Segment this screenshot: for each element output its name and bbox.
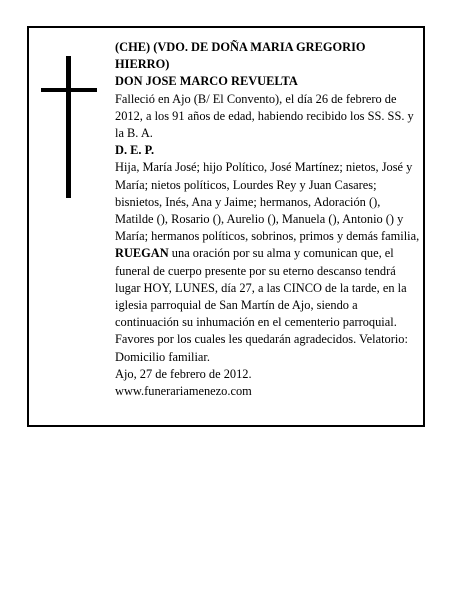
cross-icon xyxy=(41,56,97,198)
cross-vertical-bar xyxy=(66,56,71,198)
obituary-notice xyxy=(27,26,425,427)
death-info: Falleció en Ajo (B/ El Convento), el día 26 de febrero de 2012, a los 91 años de edad, habiendo recibido los SS. SS. y la B. A. xyxy=(115,91,414,141)
website-text: www.funerariamenezo.com xyxy=(115,384,252,399)
place-date: Ajo, 27 de febrero de 2012. xyxy=(115,366,252,381)
notice-text xyxy=(115,39,421,400)
deceased-name: DON JOSE MARCO REVUELTA xyxy=(115,74,298,89)
notice-header: (CHE) (VDO. DE DOÑA MARIA GREGORIO HIERRO) xyxy=(115,40,366,72)
ruegan-word: RUEGAN xyxy=(115,246,169,261)
ruegan-text: una oración por su alma y comunican que, el funeral de cuerpo presente por su eterno descanso tendrá lugar HOY, LUNES, día 27, a las CINCO de la tarde, en la iglesia parroquial de San Martín de Ajo, siendo a continuación su inhumación en el cementerio parroquial. Favores por los cuales les quedarán agradecidos. Velatorio: Domicilio familiar. xyxy=(115,246,408,364)
family-list: Hija, María José; hijo Político, José Martínez; nietos, José y María; nietos políticos, Lourdes Rey y Juan Casares; bisnietos, Inés, Ana y Jaime; hermanos, Adoración (), Matilde (), Rosario (), Aurelio (), Manuela (), Antonio () y María; hermanos políticos, sobrinos, primos y demás familia, xyxy=(115,160,420,244)
dep-abbreviation: D. E. P. xyxy=(115,143,155,158)
ruegan-paragraph xyxy=(115,245,421,365)
cross-horizontal-bar xyxy=(41,88,97,92)
